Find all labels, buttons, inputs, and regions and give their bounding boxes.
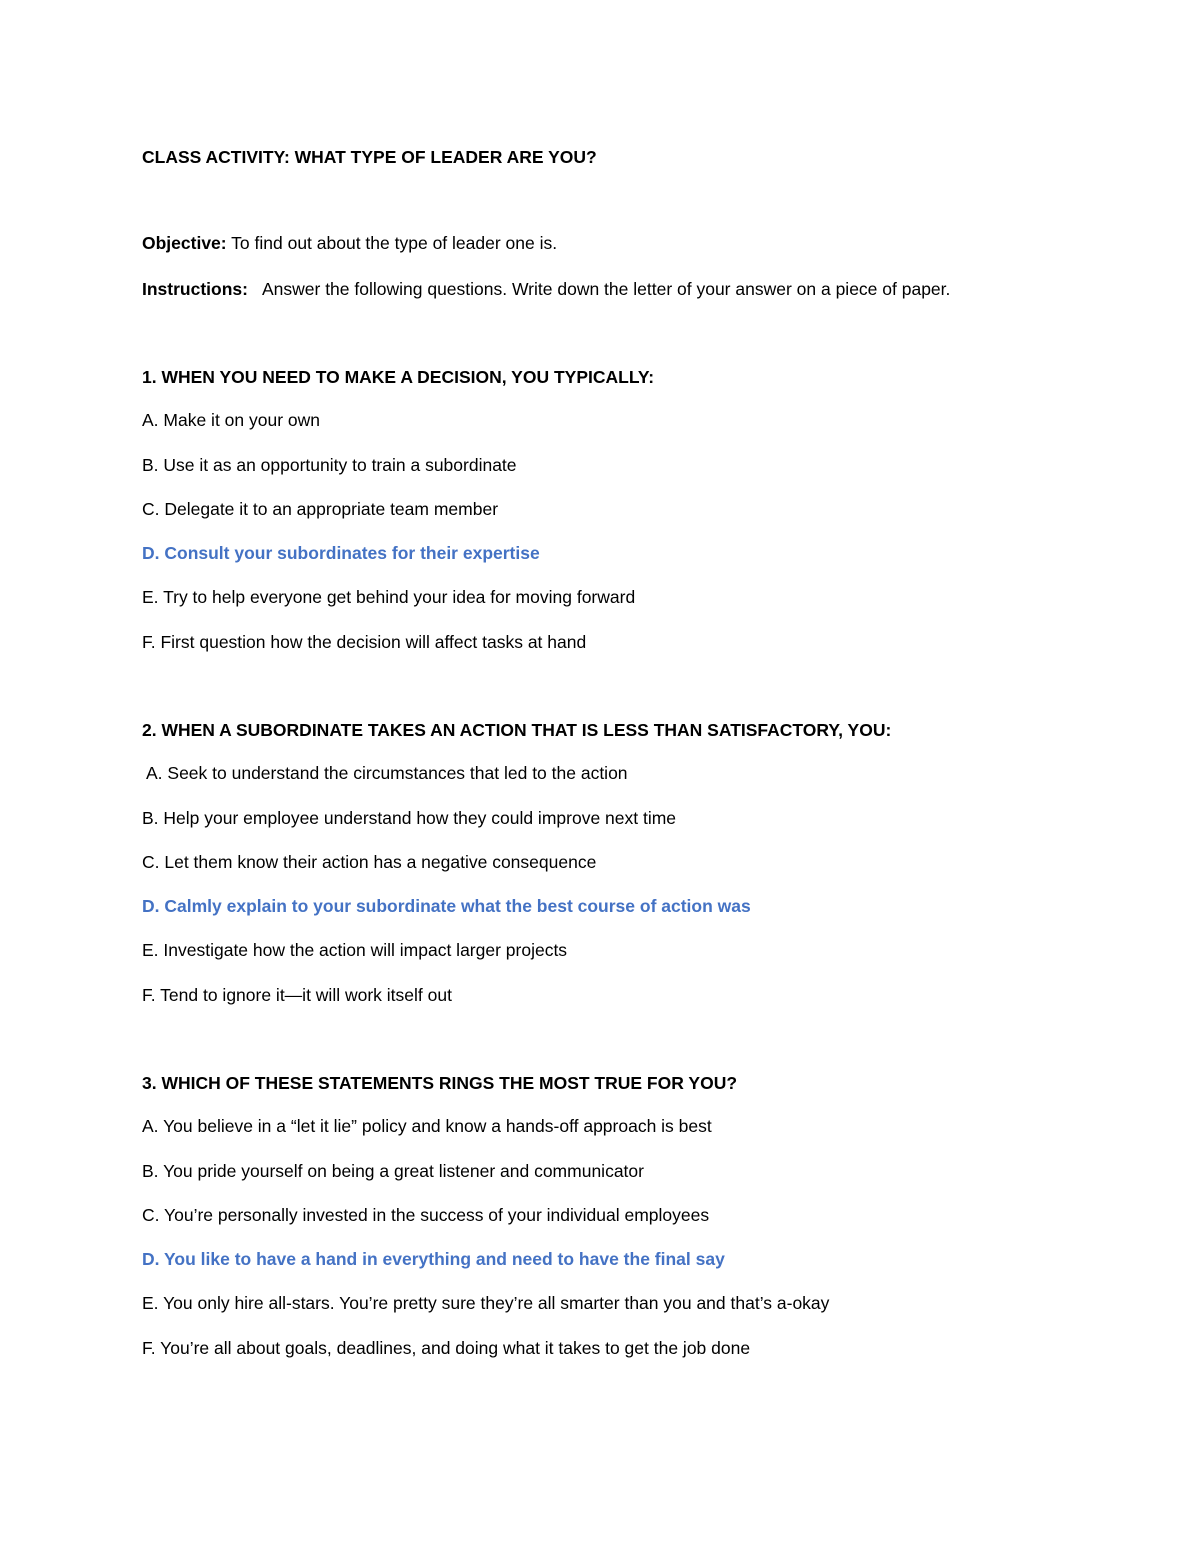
objective-label: Objective: xyxy=(142,233,227,253)
instructions-line xyxy=(142,277,950,301)
page-title: CLASS ACTIVITY: WHAT TYPE OF LEADER ARE YOU? xyxy=(142,147,597,167)
instructions-label: Instructions: xyxy=(142,279,248,299)
question-3-option-d-highlighted: D. You like to have a hand in everything and need to have the final say xyxy=(142,1249,725,1269)
question-2-option-b: B. Help your employee understand how they could improve next time xyxy=(142,808,677,828)
question-1-option-e: E. Try to help everyone get behind your idea for moving forward xyxy=(142,587,636,607)
question-3-heading: 3. WHICH OF THESE STATEMENTS RINGS THE MOST TRUE FOR YOU? xyxy=(142,1073,738,1093)
question-1-option-f: F. First question how the decision will affect tasks at hand xyxy=(142,632,587,652)
question-1-option-c: C. Delegate it to an appropriate team member xyxy=(142,499,499,519)
question-1-heading: 1. WHEN YOU NEED TO MAKE A DECISION, YOU TYPICALLY: xyxy=(142,367,655,387)
objective-line xyxy=(142,231,557,255)
question-1-option-b: B. Use it as an opportunity to train a subordinate xyxy=(142,455,517,475)
question-3-option-c: C. You’re personally invested in the success of your individual employees xyxy=(142,1205,710,1225)
objective-text: To find out about the type of leader one is. xyxy=(226,233,558,253)
question-3-option-e: E. You only hire all-stars. You’re pretty sure they’re all smarter than you and that’s a-okay xyxy=(142,1293,830,1313)
instructions-text: Answer the following questions. Write down the letter of your answer on a piece of paper. xyxy=(261,279,951,299)
question-3-option-a: A. You believe in a “let it lie” policy and know a hands-off approach is best xyxy=(142,1116,712,1136)
question-1-option-d-highlighted: D. Consult your subordinates for their expertise xyxy=(142,543,540,563)
question-2-option-f: F. Tend to ignore it—it will work itself out xyxy=(142,985,452,1005)
question-3-option-f: F. You’re all about goals, deadlines, and doing what it takes to get the job done xyxy=(142,1338,751,1358)
question-2-heading: 2. WHEN A SUBORDINATE TAKES AN ACTION THAT IS LESS THAN SATISFACTORY, YOU: xyxy=(142,720,892,740)
question-1-option-a: A. Make it on your own xyxy=(142,410,320,430)
question-2-option-d-highlighted: D. Calmly explain to your subordinate what the best course of action was xyxy=(142,896,751,916)
question-2-option-e: E. Investigate how the action will impact larger projects xyxy=(142,940,568,960)
question-2-option-c: C. Let them know their action has a negative consequence xyxy=(142,852,597,872)
question-2-option-a: A. Seek to understand the circumstances that led to the action xyxy=(146,763,628,783)
question-3-option-b: B. You pride yourself on being a great listener and communicator xyxy=(142,1161,644,1181)
